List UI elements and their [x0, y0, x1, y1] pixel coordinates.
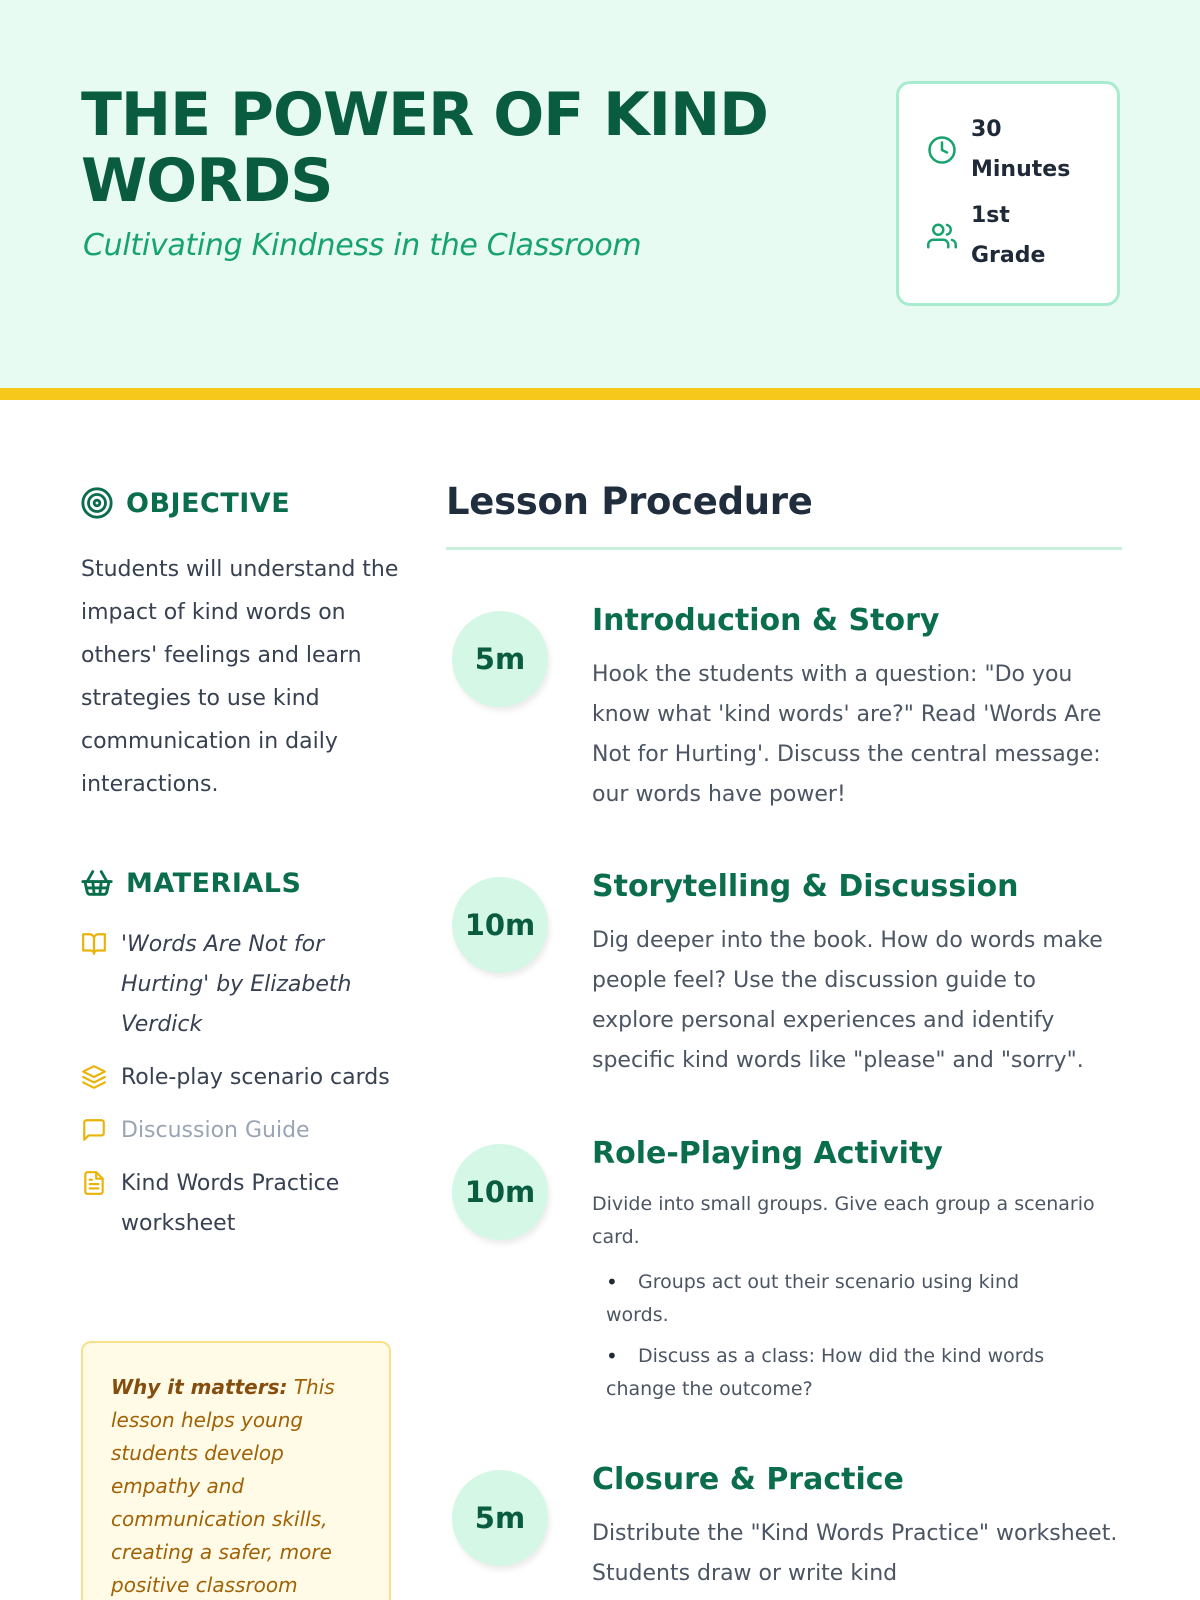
- list-item[interactable]: [81, 1111, 401, 1151]
- message-square-icon: [81, 1117, 107, 1143]
- material-label: Discussion Guide: [121, 1118, 310, 1143]
- why-text: This lesson helps young students develop empathy and communication skills, creating a safer, more positive classroom: [111, 1375, 335, 1597]
- step-description: Hook the students with a question: "Do you know what 'kind words' are?" Read 'Words Are Not for Hurting'. Discuss the central message: our words have power!: [592, 662, 1102, 807]
- file-text-icon: [81, 1170, 107, 1196]
- step-time-badge: 10m: [452, 1144, 548, 1240]
- step-title: Closure & Practice: [592, 1462, 904, 1497]
- page-subtitle: Cultivating Kindness in the Classroom: [83, 228, 642, 263]
- list-item: [81, 925, 401, 1045]
- materials-title: MATERIALS: [126, 867, 302, 899]
- users-icon: [927, 221, 957, 251]
- step-time-badge: 5m: [452, 1470, 548, 1566]
- step-time-badge: 5m: [452, 611, 548, 707]
- grade-row: [927, 196, 1081, 276]
- procedure-title: Lesson Procedure: [446, 480, 813, 523]
- step-time-badge: 10m: [452, 877, 548, 973]
- step-title: Storytelling & Discussion: [592, 869, 1019, 904]
- materials-heading: [80, 866, 301, 900]
- target-icon: [80, 486, 114, 520]
- why-it-matters-note: [81, 1341, 391, 1600]
- duration-value: 30 Minutes: [971, 117, 1071, 182]
- accent-divider: [0, 388, 1200, 400]
- basket-icon: [80, 866, 114, 900]
- step-bullet-list: [606, 1266, 1066, 1414]
- step-title: Introduction & Story: [592, 603, 940, 638]
- page-title: THE POWER OF KIND WORDS: [81, 80, 768, 216]
- objective-text: Students will understand the impact of kind words on others' feelings and learn strategies to use kind communication in daily interactions.: [81, 557, 399, 797]
- list-item: • Groups act out their scenario using kind words.: [606, 1266, 1066, 1332]
- grade-value: 1st Grade: [971, 203, 1046, 268]
- step-description: Distribute the "Kind Words Practice" worksheet. Students draw or write kind: [592, 1521, 1118, 1586]
- book-open-icon: [81, 931, 107, 957]
- step-description: Dig deeper into the book. How do words make people feel? Use the discussion guide to explore personal experiences and identify specific kind words like "please" and "sorry".: [592, 928, 1103, 1073]
- list-item: [81, 1164, 401, 1244]
- materials-list: [81, 925, 401, 1257]
- step-description: Divide into small groups. Give each group a scenario card.: [592, 1193, 1095, 1248]
- lesson-meta-card: [896, 81, 1120, 306]
- objective-heading: [80, 486, 290, 520]
- material-label: 'Words Are Not for Hurting' by Elizabeth Verdick: [121, 932, 352, 1037]
- header-banner: [0, 0, 1200, 388]
- list-item: • Discuss as a class: How did the kind words change the outcome?: [606, 1340, 1066, 1406]
- duration-row: [927, 110, 1081, 190]
- objective-title: OBJECTIVE: [126, 487, 291, 519]
- layers-icon: [81, 1064, 107, 1090]
- step-title: Role-Playing Activity: [592, 1136, 943, 1171]
- list-item: [81, 1058, 401, 1098]
- material-label: Role-play scenario cards: [121, 1065, 390, 1090]
- clock-icon: [927, 135, 957, 165]
- why-label: Why it matters:: [111, 1375, 288, 1399]
- material-label: Kind Words Practice worksheet: [121, 1171, 340, 1236]
- procedure-divider: [446, 547, 1122, 550]
